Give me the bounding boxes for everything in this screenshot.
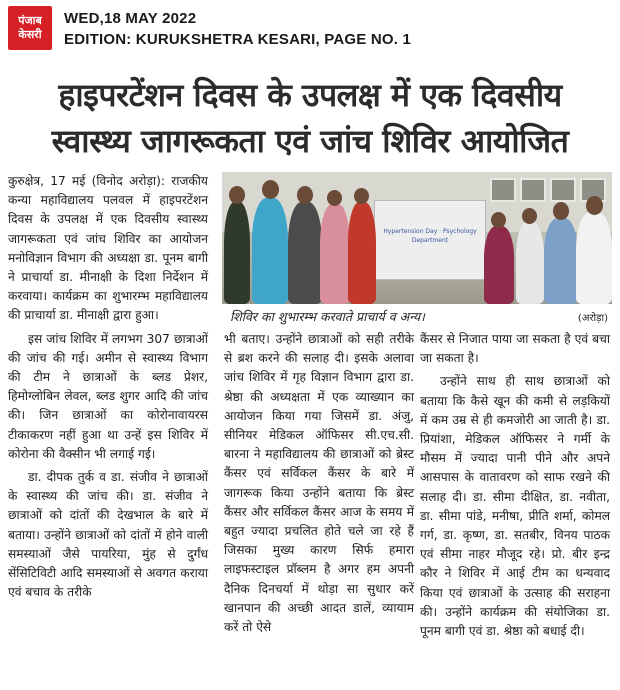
paragraph: इस जांच शिविर में लगभग 307 छात्राओं की जांच की गई। अमीन से स्वास्थ्य विभाग की टीम ने छात्राओं के ब्लड प्रेशर, हिमोग्लोबिन लेवल, ब्लड शुगर आदि की जांच की। जिन छात्राओं का कोरोनावायरस टीकाकरण नहीं हुआ था उन्हें इस शिविर में कोरोना की वैक्सीन भी लगाई गई। [8, 331, 208, 461]
photo-head [229, 186, 245, 204]
article-column-3 [420, 330, 610, 645]
photo-person [484, 226, 514, 304]
paragraph: उन्होंने साथ ही साथ छात्राओं को बताया कि कैसे खून की कमी से लड़कियों में कम उम्र से ही कमजोरी आ जाती है। डा. प्रियांशा, मेडिकल ऑफिसर ने गर्मी के मौसम में ज्यादा पानी पीने और अपने आसपास के वातावरण को साफ रखने की सलाह दी। डा. सीमा दीक्षित, डा. नवीता, डा. सीमा पांडे, मनीषा, प्रीति शर्मा, कोमल गर्ग, डा. कृष्ण, डा. सतबीर, विनय पाठक एवं सीमा नाहर मौजूद रहे। प्रो. बीर इन्द्र कौर ने शिविर में आई टीम का धन्यवाद किया एवं छात्राओं के उत्साह की सराहना की। उन्होंने कार्यक्रम की संयोजिका डा. पूनम बागी एवं डा. श्रेष्ठा को बधाई दी। [420, 374, 610, 639]
photo-head [491, 212, 506, 228]
event-banner: Hypertension Day · Psychology Department [374, 200, 486, 280]
photo-person [252, 198, 288, 304]
logo-line-1: पंजाब [18, 14, 42, 28]
logo-line-2: केसरी [18, 28, 42, 41]
masthead [0, 0, 620, 58]
photo-credit: (अरोड़ा) [577, 313, 608, 324]
article-column-2 [224, 330, 414, 641]
photo-head [522, 208, 537, 224]
paragraph: डा. दीपक तुर्क व डा. संजीव ने छात्राओं के स्वास्थ्य की जांच की। डा. संजीव ने छात्राओं को दांतों की देखभाल के बारे में बताया। उन्होंने छात्राओं को दांतों में होने वाली समस्याओं जैसे पायरिया, मुंह से दुर्गंध सेंसिटिविटी आदि समस्याओं से अवगत कराया एवं बचाव के तरीके [8, 470, 208, 600]
photo-person [516, 222, 544, 304]
photo-head [354, 188, 369, 204]
article-column-1 [8, 172, 208, 606]
edition-meta [64, 8, 411, 50]
headline-line-2: स्वास्थ्य जागरूकता एवं जांच शिविर आयोजित [51, 122, 569, 160]
edition-info: EDITION: KURUKSHETRA KESARI, PAGE NO. 1 [64, 31, 411, 48]
photo-window [550, 178, 576, 202]
photo-person [288, 202, 322, 304]
punjab-kesari-logo[interactable] [8, 6, 52, 50]
paragraph: कुरुक्षेत्र, 17 मई (विनोद अरोड़ा): राजकीय कन्या महाविद्यालय पलवल में हाइपरटेंशन दिवस के उपलक्ष में एक दिवसीय स्वास्थ्य जागरूकता एवं जांच शिविर का आयोजन मनोविज्ञान विभाग की अध्यक्षा डा. पूनम बागी ने प्राचार्या डा. मीनाक्षी के दिशा निर्देशन में करवाया। कार्यक्रम का शुभारम्भ महाविद्यालय की प्राचार्या डा. मीनाक्षी द्वारा हुआ। [8, 174, 208, 323]
photo-person [320, 204, 350, 304]
photo-head [327, 190, 342, 206]
photo-head [297, 186, 313, 204]
photo-person [544, 218, 578, 304]
paragraph: भी बताए। उन्होंने छात्राओं को सही तरीके से ब्रश करने की सलाह दी। इसके अलावा जांच शिविर में गृह विज्ञान विभाग द्वारा डा. श्रेष्ठा की अध्यक्षता में एक व्याख्यान का आयोजन किया गया जिसमें डा. अंजु, सीनियर मेडिकल ऑफिसर सी.एच.सी. बारना ने महाविद्यालय की छात्राओं को ब्रेस्ट कैंसर एवं सर्विकल कैंसर के बारे में जागरूक किया उन्होंने बताया कि ब्रेस्ट कैंसर और सर्विकल कैंसर आज के समय में बहुत ज्यादा प्रचलित होते चले जा रहे हैं जिसका मुख्य कारण सिर्फ हमारा लाइफस्टाइल प्रॉब्लम है अगर हम अपनी दैनिक दिनचर्या में थोड़ा सा सुधार करें खानपान की अच्छी आदत डालें, व्यायाम करें तो ऐसे [224, 332, 414, 635]
photo-window [520, 178, 546, 202]
photo-caption: शिविर का शुभारम्भ करवाते प्राचार्य व अन्य। [230, 309, 425, 324]
photo-head [553, 202, 569, 220]
photo-window [490, 178, 516, 202]
photo-caption-row [222, 306, 612, 326]
headline [8, 72, 612, 164]
news-photo [222, 172, 612, 304]
photo-head [262, 180, 279, 199]
photo-person [348, 202, 376, 304]
photo-head [586, 196, 603, 215]
publication-date: WED,18 MAY 2022 [64, 10, 197, 27]
photo-person [576, 212, 612, 304]
paragraph: कैंसर से निजात पाया जा सकता है एवं बचा जा सकता है। [420, 332, 610, 366]
photo-person [224, 202, 250, 304]
headline-line-1: हाइपरटेंशन दिवस के उपलक्ष में एक दिवसीय [58, 76, 562, 114]
